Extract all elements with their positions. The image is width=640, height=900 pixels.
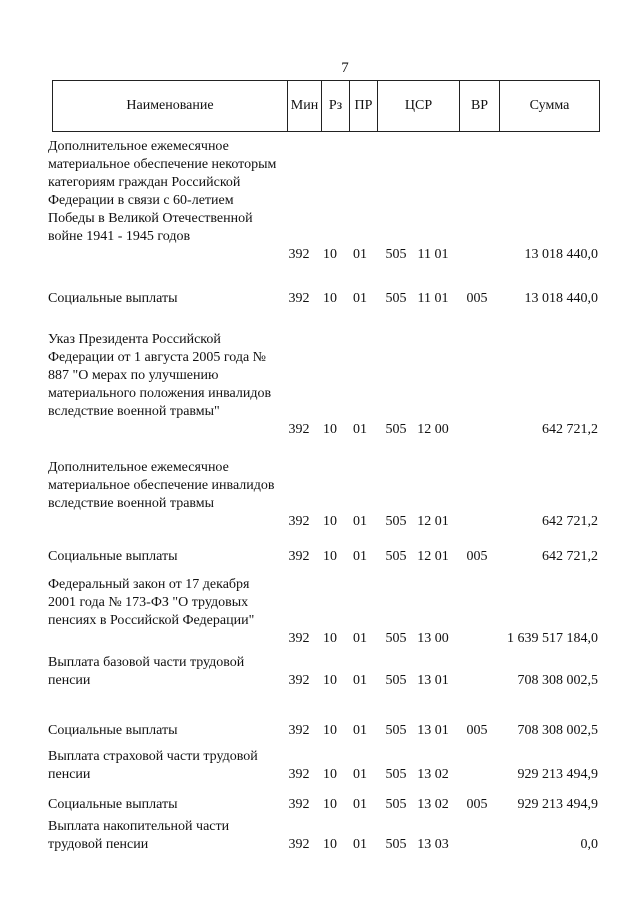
- row-rz: 10: [323, 549, 337, 564]
- row-min: 392: [288, 767, 310, 782]
- row-csr-code: 12 01: [417, 514, 449, 529]
- row-name: Социальные выплаты: [48, 723, 178, 738]
- row-csr-prefix: 505: [385, 514, 407, 529]
- row-csr-code: 13 01: [417, 673, 449, 688]
- row-name: Выплата базовой части трудовой пенсии: [48, 655, 245, 688]
- header-vr: ВР: [459, 81, 499, 131]
- header-sum: Сумма: [499, 81, 599, 131]
- page-number: 7: [341, 60, 349, 76]
- row-rz: 10: [323, 247, 337, 262]
- row-rz: 10: [323, 673, 337, 688]
- row-min: 392: [288, 549, 310, 564]
- row-rz: 10: [323, 514, 337, 529]
- row-vr: 005: [466, 291, 488, 306]
- row-csr-code: 12 01: [417, 549, 449, 564]
- row-rz: 10: [323, 797, 337, 812]
- row-rz: 10: [323, 837, 337, 852]
- row-min: 392: [288, 797, 310, 812]
- row-csr-prefix: 505: [385, 837, 407, 852]
- row-sum: 642 721,2: [542, 514, 598, 529]
- row-name: Выплата страховой части трудовой пенсии: [48, 749, 258, 782]
- row-min: 392: [288, 837, 310, 852]
- row-name: Федеральный закон от 17 декабря 2001 года № 173-ФЗ "О трудовых пенсиях в Российской Федерации": [48, 577, 255, 628]
- row-name: Указ Президента Российской Федерации от 1 августа 2005 года № 887 "О мерах по улучшению материального положения инвалидов вследствие военной травмы": [48, 332, 272, 419]
- row-pr: 01: [353, 767, 367, 782]
- row-csr-code: 13 01: [417, 723, 449, 738]
- row-rz: 10: [323, 767, 337, 782]
- row-pr: 01: [353, 837, 367, 852]
- row-csr-prefix: 505: [385, 723, 407, 738]
- row-pr: 01: [353, 291, 367, 306]
- row-rz: 10: [323, 422, 337, 437]
- row-name: Дополнительное ежемесячное материальное обеспечение инвалидов вследствие военной травмы: [48, 460, 275, 511]
- row-min: 392: [288, 291, 310, 306]
- row-pr: 01: [353, 247, 367, 262]
- row-sum: 929 213 494,9: [517, 767, 598, 782]
- row-pr: 01: [353, 673, 367, 688]
- row-min: 392: [288, 673, 310, 688]
- row-name: Дополнительное ежемесячное материальное обеспечение некоторым категориям граждан Российской Федерации в связи с 60-летием Победы в Великой Отечественной войне 1941 - 1945 годов: [48, 139, 277, 244]
- row-sum: 642 721,2: [542, 549, 598, 564]
- row-vr: 005: [466, 549, 488, 564]
- row-csr-prefix: 505: [385, 549, 407, 564]
- row-csr-code: 11 01: [417, 291, 449, 306]
- row-rz: 10: [323, 723, 337, 738]
- row-csr-code: 13 03: [417, 837, 449, 852]
- row-pr: 01: [353, 797, 367, 812]
- row-rz: 10: [323, 291, 337, 306]
- row-sum: 929 213 494,9: [517, 797, 598, 812]
- header-csr: ЦСР: [377, 81, 459, 131]
- row-sum: 1 639 517 184,0: [507, 631, 598, 646]
- row-name: Социальные выплаты: [48, 797, 178, 812]
- row-name: Социальные выплаты: [48, 549, 178, 564]
- row-sum: 0,0: [580, 837, 598, 852]
- row-pr: 01: [353, 514, 367, 529]
- row-sum: 642 721,2: [542, 422, 598, 437]
- row-sum: 13 018 440,0: [524, 247, 598, 262]
- row-csr-prefix: 505: [385, 631, 407, 646]
- row-pr: 01: [353, 723, 367, 738]
- row-min: 392: [288, 247, 310, 262]
- row-sum: 708 308 002,5: [517, 723, 598, 738]
- header-min: Мин: [287, 81, 321, 131]
- row-sum: 708 308 002,5: [517, 673, 598, 688]
- row-csr-prefix: 505: [385, 767, 407, 782]
- header-pr: ПР: [349, 81, 377, 131]
- row-rz: 10: [323, 631, 337, 646]
- row-csr-code: 13 00: [417, 631, 449, 646]
- row-vr: 005: [466, 723, 488, 738]
- row-csr-code: 11 01: [417, 247, 449, 262]
- row-vr: 005: [466, 797, 488, 812]
- row-csr-prefix: 505: [385, 422, 407, 437]
- row-min: 392: [288, 723, 310, 738]
- row-csr-prefix: 505: [385, 797, 407, 812]
- row-min: 392: [288, 631, 310, 646]
- row-sum: 13 018 440,0: [524, 291, 598, 306]
- row-pr: 01: [353, 422, 367, 437]
- row-csr-prefix: 505: [385, 247, 407, 262]
- row-name: Выплата накопительной части трудовой пенсии: [48, 819, 230, 852]
- row-csr-code: 12 00: [417, 422, 449, 437]
- row-min: 392: [288, 422, 310, 437]
- row-csr-prefix: 505: [385, 673, 407, 688]
- row-min: 392: [288, 514, 310, 529]
- row-csr-prefix: 505: [385, 291, 407, 306]
- header-name: Наименование: [126, 98, 214, 113]
- row-pr: 01: [353, 549, 367, 564]
- row-pr: 01: [353, 631, 367, 646]
- table-header: [52, 80, 600, 132]
- row-csr-code: 13 02: [417, 797, 449, 812]
- header-rz: Рз: [321, 81, 349, 131]
- row-name: Социальные выплаты: [48, 291, 178, 306]
- row-csr-code: 13 02: [417, 767, 449, 782]
